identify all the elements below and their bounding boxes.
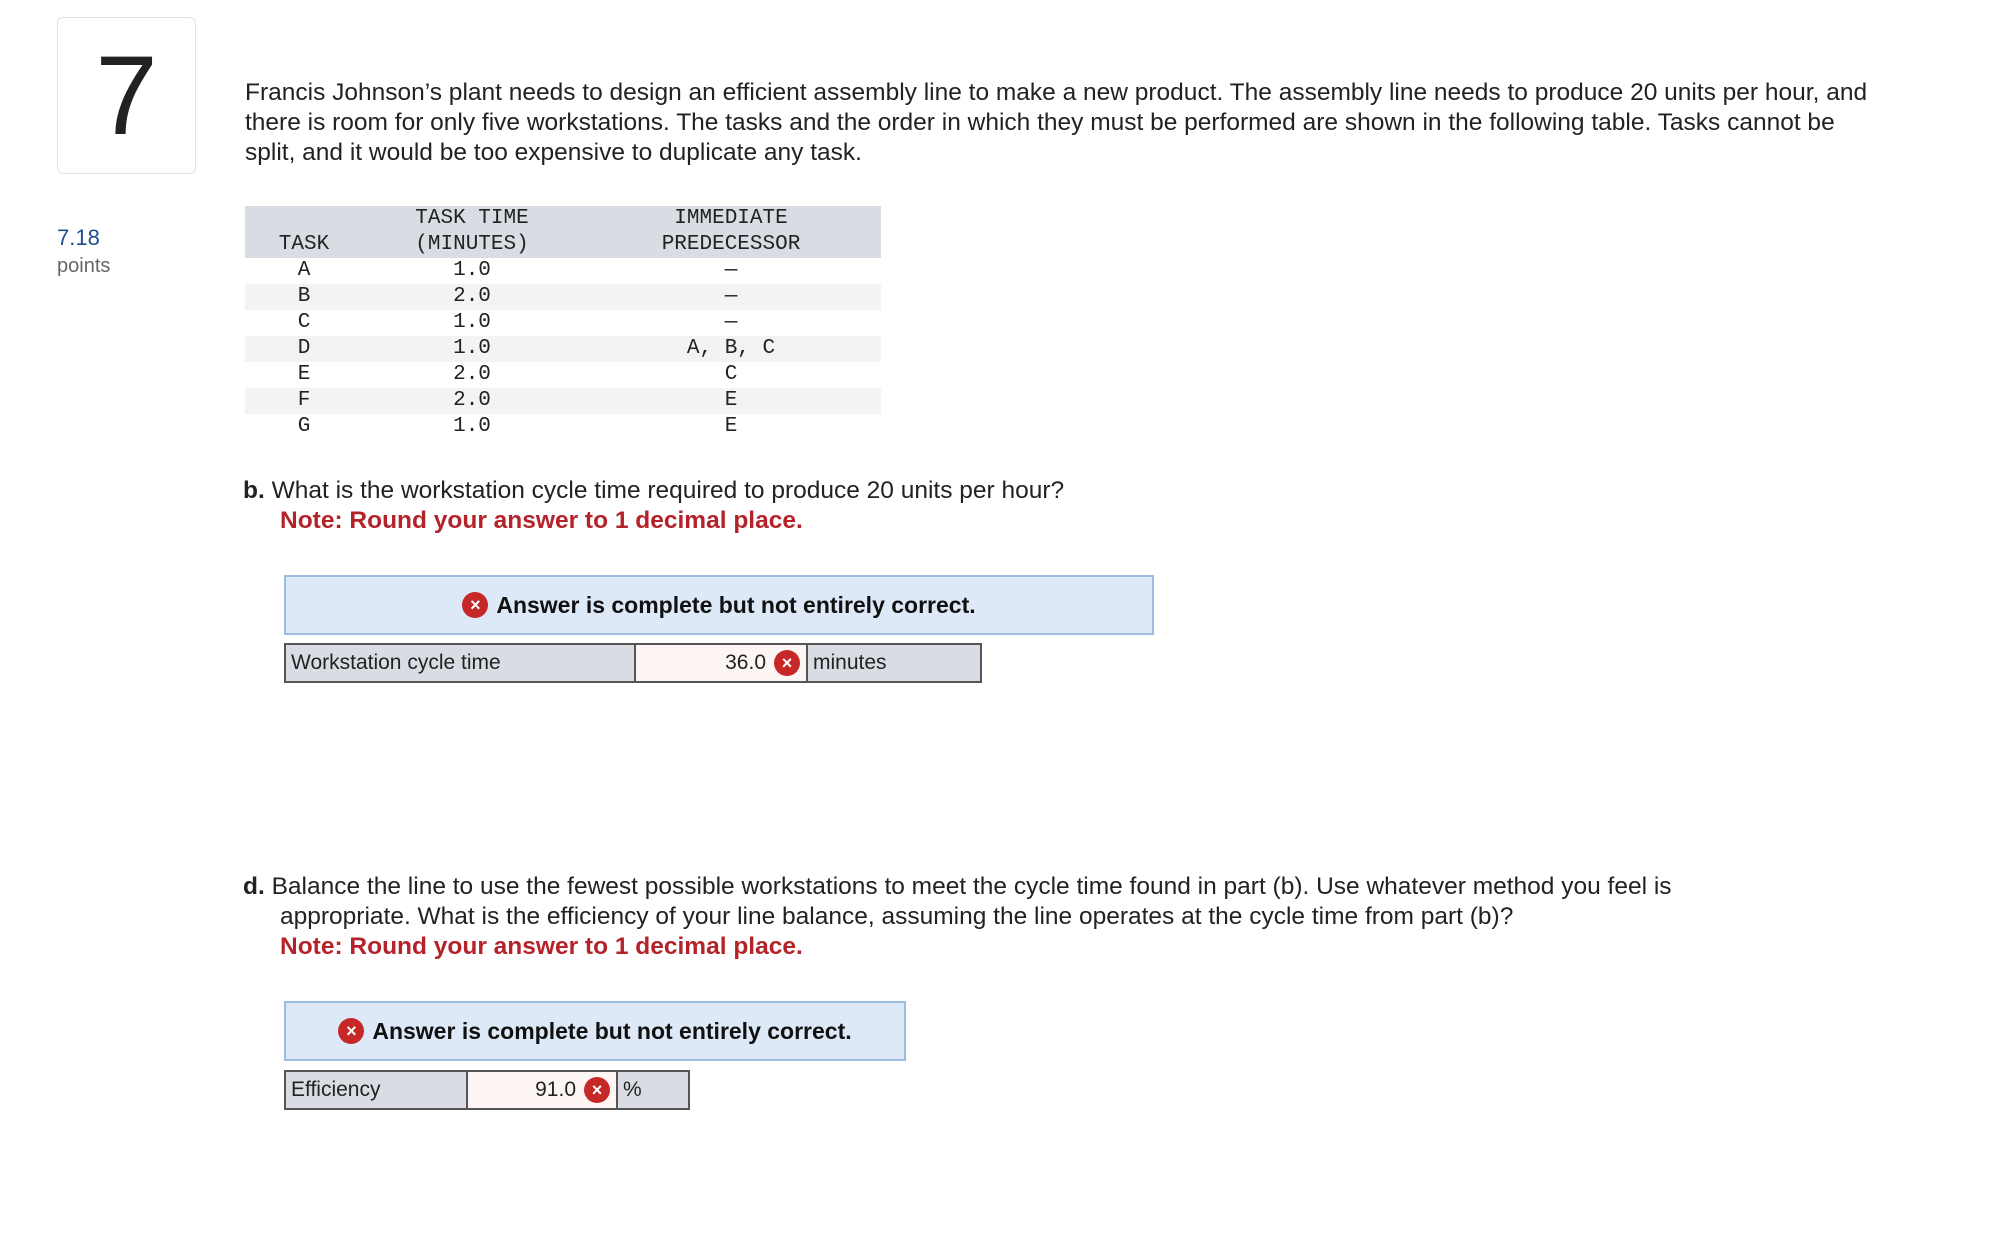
- incorrect-icon: ×: [338, 1018, 364, 1044]
- question-number-box: [57, 17, 196, 174]
- incorrect-icon: ×: [774, 650, 800, 676]
- part-b-answer-row: [284, 643, 982, 683]
- cell-pred: —: [724, 259, 738, 282]
- cell-pred: —: [724, 311, 738, 334]
- cell-task: C: [297, 311, 311, 334]
- cell-task: E: [297, 363, 311, 386]
- incorrect-icon: ×: [462, 592, 488, 618]
- task-table-header: [245, 206, 881, 258]
- part-b-feedback-banner: [284, 575, 1154, 635]
- part-d-question: [243, 872, 1672, 962]
- cell-task: B: [245, 284, 363, 310]
- part-b-text: What is the workstation cycle time required to produce 20 units per hour?: [271, 477, 1065, 504]
- question-intro: Francis Johnson’s plant needs to design an efficient assembly line to make a new product. The assembly line needs to produce 20 units per hour, and there is room for only five workstations. The tasks and the order in which they must be performed are shown in the following table. Tasks cannot be split, and it would be too expensive to duplicate any task.: [245, 79, 1868, 166]
- cell-pred: C: [724, 363, 738, 386]
- points-value: 7.18: [57, 225, 100, 250]
- part-b-question: [243, 476, 1064, 536]
- part-d-banner-text: Answer is complete but not entirely correct.: [372, 1017, 852, 1044]
- cell-pred: A, B, C: [581, 336, 881, 362]
- incorrect-icon: ×: [584, 1077, 610, 1103]
- part-d-note: Note: Round your answer to 1 decimal place.: [280, 933, 803, 960]
- table-row: [245, 284, 881, 310]
- header-predecessor: [581, 206, 881, 258]
- table-row: [245, 310, 881, 336]
- cell-task: A: [297, 259, 311, 282]
- part-b-answer-label: Workstation cycle time: [284, 643, 636, 683]
- part-b-answer-input[interactable]: [636, 643, 808, 683]
- table-row: [245, 258, 881, 284]
- points-label: points: [57, 255, 111, 277]
- cell-time: 1.0: [453, 415, 491, 438]
- question-number: 7: [95, 33, 158, 158]
- table-row: [245, 388, 881, 414]
- cell-task: F: [245, 388, 363, 414]
- part-b-answer-unit: minutes: [808, 643, 982, 683]
- cell-time: 1.0: [453, 311, 491, 334]
- table-row: [245, 362, 881, 388]
- cell-pred: E: [581, 388, 881, 414]
- table-row: [245, 414, 881, 440]
- part-d-answer-unit: %: [618, 1070, 690, 1110]
- cell-time: 1.0: [453, 259, 491, 282]
- part-b-label: b.: [243, 477, 265, 504]
- part-d-answer-input[interactable]: [468, 1070, 618, 1110]
- cell-time: 2.0: [363, 388, 581, 414]
- part-d-text-line1: Balance the line to use the fewest possible workstations to meet the cycle time found in part (b). Use whatever method you feel is: [271, 873, 1672, 900]
- cell-time: 1.0: [363, 336, 581, 362]
- cell-task: D: [245, 336, 363, 362]
- part-d-label: d.: [243, 873, 265, 900]
- part-b-answer-value: 36.0: [725, 651, 766, 674]
- header-task-time: TASK TIME (MINUTES): [363, 206, 581, 258]
- header-task: TASK: [245, 206, 363, 258]
- cell-time: 2.0: [453, 363, 491, 386]
- part-b-banner-text: Answer is complete but not entirely correct.: [496, 591, 976, 618]
- part-d-answer-value: 91.0: [535, 1078, 576, 1101]
- header-predecessor-line1: IMMEDIATE: [674, 207, 788, 230]
- part-d-answer-label: Efficiency: [284, 1070, 468, 1110]
- part-d-text-line2: appropriate. What is the efficiency of your line balance, assuming the line operates at the cycle time from part (b)?: [280, 903, 1514, 930]
- cell-task: G: [297, 415, 311, 438]
- table-row: [245, 336, 881, 362]
- header-predecessor-line2: PREDECESSOR: [661, 233, 801, 256]
- part-d-feedback-banner: [284, 1001, 906, 1061]
- part-d-answer-row: [284, 1070, 690, 1110]
- cell-time: 2.0: [363, 284, 581, 310]
- cell-pred: E: [724, 415, 738, 438]
- part-b-note: Note: Round your answer to 1 decimal place.: [280, 507, 803, 534]
- cell-pred: —: [581, 284, 881, 310]
- task-table: [245, 206, 881, 440]
